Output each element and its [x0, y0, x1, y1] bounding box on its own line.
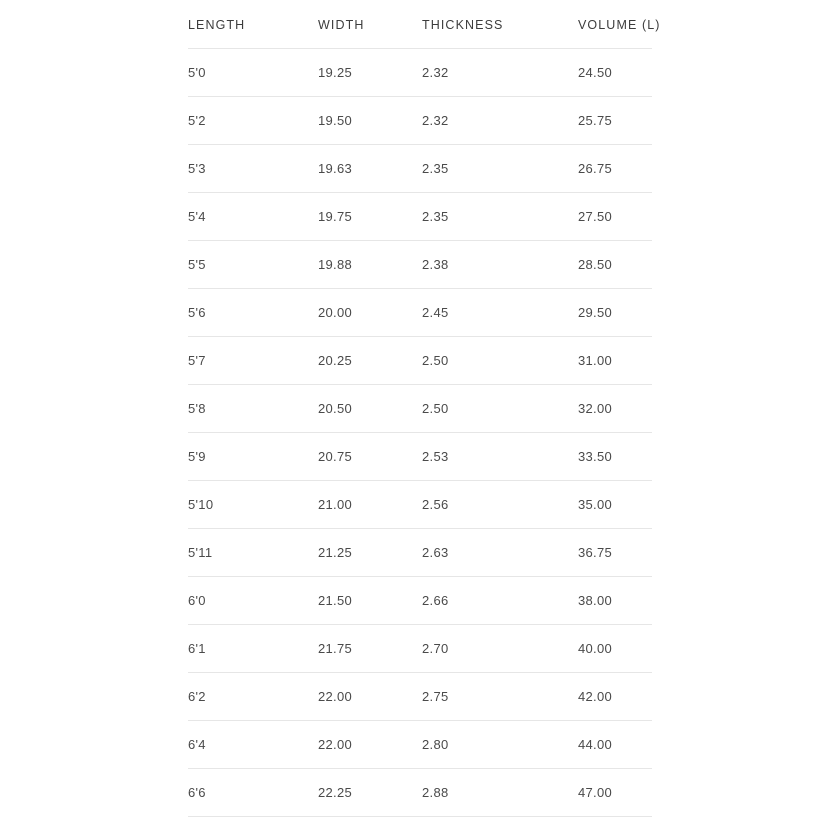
cell-length: 6'6 [188, 769, 318, 817]
cell-thickness: 2.66 [422, 577, 578, 625]
table-row [188, 769, 652, 817]
cell-volume: 31.00 [578, 337, 652, 385]
cell-width: 21.50 [318, 577, 422, 625]
cell-volume: 28.50 [578, 241, 652, 289]
cell-length: 5'5 [188, 241, 318, 289]
cell-width: 22.00 [318, 673, 422, 721]
cell-width: 19.88 [318, 241, 422, 289]
table-row [188, 337, 652, 385]
cell-length: 6'2 [188, 673, 318, 721]
cell-volume: 38.00 [578, 577, 652, 625]
table-row [188, 385, 652, 433]
cell-length: 5'0 [188, 49, 318, 97]
cell-width: 19.63 [318, 145, 422, 193]
table-row [188, 673, 652, 721]
table-row [188, 145, 652, 193]
cell-width: 19.75 [318, 193, 422, 241]
table-row [188, 625, 652, 673]
table-row [188, 49, 652, 97]
cell-thickness: 2.50 [422, 337, 578, 385]
column-header-width: WIDTH [318, 18, 365, 32]
column-header-length: LENGTH [188, 18, 246, 32]
table-row [188, 529, 652, 577]
cell-volume: 25.75 [578, 97, 652, 145]
table-row [188, 193, 652, 241]
cell-thickness: 2.56 [422, 481, 578, 529]
column-header-thickness: THICKNESS [422, 18, 504, 32]
table-header [188, 0, 661, 49]
cell-thickness: 2.63 [422, 529, 578, 577]
cell-length: 5'6 [188, 289, 318, 337]
cell-volume: 33.50 [578, 433, 652, 481]
spec-table-container [188, 0, 661, 817]
cell-thickness: 2.53 [422, 433, 578, 481]
cell-volume: 29.50 [578, 289, 652, 337]
cell-volume: 36.75 [578, 529, 652, 577]
cell-volume: 35.00 [578, 481, 652, 529]
cell-width: 19.25 [318, 49, 422, 97]
column-header-volume: VOLUME (L) [578, 18, 661, 32]
board-dimensions-table [188, 0, 661, 817]
cell-volume: 44.00 [578, 721, 652, 769]
cell-thickness: 2.70 [422, 625, 578, 673]
cell-thickness: 2.35 [422, 145, 578, 193]
cell-width: 22.00 [318, 721, 422, 769]
cell-thickness: 2.32 [422, 49, 578, 97]
cell-width: 21.00 [318, 481, 422, 529]
cell-width: 20.75 [318, 433, 422, 481]
cell-width: 20.00 [318, 289, 422, 337]
cell-length: 5'8 [188, 385, 318, 433]
cell-length: 5'11 [188, 529, 318, 577]
cell-length: 5'7 [188, 337, 318, 385]
table-header-row [188, 0, 652, 49]
cell-thickness: 2.45 [422, 289, 578, 337]
table-row [188, 241, 652, 289]
cell-thickness: 2.88 [422, 769, 578, 817]
cell-length: 5'2 [188, 97, 318, 145]
cell-length: 5'10 [188, 481, 318, 529]
table-body [188, 49, 652, 817]
cell-volume: 47.00 [578, 769, 652, 817]
cell-length: 6'1 [188, 625, 318, 673]
cell-volume: 32.00 [578, 385, 652, 433]
cell-length: 6'0 [188, 577, 318, 625]
table-row [188, 577, 652, 625]
cell-thickness: 2.38 [422, 241, 578, 289]
cell-thickness: 2.80 [422, 721, 578, 769]
cell-width: 22.25 [318, 769, 422, 817]
table-row [188, 481, 652, 529]
cell-length: 6'4 [188, 721, 318, 769]
cell-length: 5'9 [188, 433, 318, 481]
cell-thickness: 2.35 [422, 193, 578, 241]
cell-length: 5'4 [188, 193, 318, 241]
table-row [188, 289, 652, 337]
cell-width: 21.25 [318, 529, 422, 577]
table-row [188, 433, 652, 481]
cell-width: 20.50 [318, 385, 422, 433]
table-row [188, 721, 652, 769]
cell-volume: 40.00 [578, 625, 652, 673]
cell-thickness: 2.32 [422, 97, 578, 145]
cell-width: 20.25 [318, 337, 422, 385]
cell-length: 5'3 [188, 145, 318, 193]
cell-volume: 26.75 [578, 145, 652, 193]
cell-thickness: 2.75 [422, 673, 578, 721]
cell-thickness: 2.50 [422, 385, 578, 433]
cell-width: 19.50 [318, 97, 422, 145]
cell-volume: 27.50 [578, 193, 652, 241]
cell-volume: 24.50 [578, 49, 652, 97]
table-row [188, 97, 652, 145]
cell-width: 21.75 [318, 625, 422, 673]
cell-volume: 42.00 [578, 673, 652, 721]
